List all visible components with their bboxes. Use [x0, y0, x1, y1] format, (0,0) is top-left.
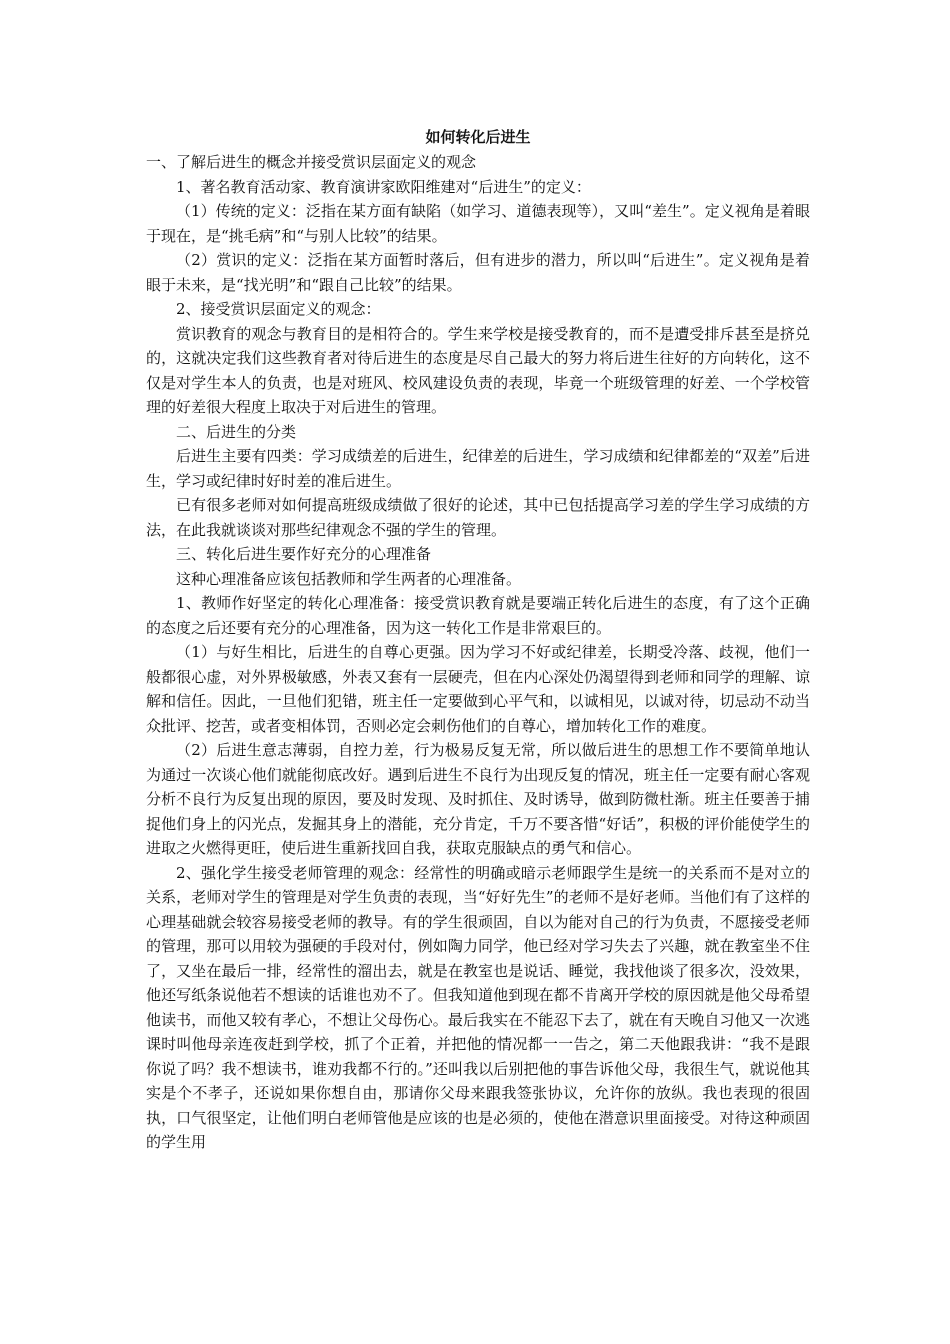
paragraph: 已有很多老师对如何提高班级成绩做了很好的论述，其中已包括提高学习差的学生学习成绩的方法，在此我就谈谈对那些纪律观念不强的学生的管理。 [146, 496, 810, 539]
document-title: 如何转化后进生 [425, 128, 531, 146]
document-body [146, 150, 810, 1155]
section-heading-3: 三、转化后进生要作好充分的心理准备 [176, 545, 432, 563]
paragraph: 1、教师作好坚定的转化心理准备：接受赏识教育就是要端正转化后进生的态度，有了这个正确的态度之后还要有充分的心理准备，因为这一转化工作是非常艰巨的。 [146, 594, 810, 637]
paragraph: 2、强化学生接受老师管理的观念：经常性的明确或暗示老师跟学生是统一的关系而不是对立的关系，老师对学生的管理是对学生负责的表现，当“好好先生”的老师不是好老师。当他们有了这样的心理基础就会较容易接受老师的教导。有的学生很顽固，自以为能对自己的行为负责，不愿接受老师的管理，那可以用较为强硬的手段对付，例如陶力同学，他已经对学习失去了兴趣，就在教室坐不住了，又坐在最后一排，经常性的溜出去，就是在教室也是说话、睡觉，我找他谈了很多次，没效果，他还写纸条说他若不想读的话谁也劝不了。但我知道他到现在都不肯离开学校的原因就是他父母希望他读书，而他又较有孝心，不想让父母伤心。最后我实在不能忍下去了，就在有天晚自习他又一次逃课时叫他母亲连夜赶到学校，抓了个正着，并把他的情况都一一告之，第二天他跟我讲：“我不是跟你说了吗？我不想读书，谁劝我都不行的。”还叫我以后别把他的事告诉他父母，我很生气，就说他其实是个不孝子，还说如果你想自由，那请你父母来跟我签张协议，允许你的放纵。我也表现的很固执，口气很坚定，让他们明白老师管他是应该的也是必须的，使他在潜意识里面接受。对待这种顽固的学生用 [146, 863, 810, 1151]
paragraph: 后进生主要有四类：学习成绩差的后进生，纪律差的后进生，学习成绩和纪律都差的“双差”后进生，学习或纪律时好时差的准后进生。 [146, 447, 810, 490]
paragraph: （2）后进生意志薄弱，自控力差，行为极易反复无常，所以做后进生的思想工作不要简单地认为通过一次谈心他们就能彻底改好。遇到后进生不良行为出现反复的情况，班主任一定要有耐心客观分析不良行为反复出现的原因，要及时发现、及时抓住、及时诱导，做到防微杜渐。班主任要善于捕捉他们身上的闪光点，发掘其身上的潜能，充分肯定，千万不要吝惜“好话”，积极的评价能使学生的进取之火燃得更旺，使后进生重新找回自我，获取克服缺点的勇气和信心。 [146, 741, 810, 857]
section-heading-1: 一、了解后进生的概念并接受赏识层面定义的观念 [146, 153, 477, 171]
paragraph: （1）传统的定义：泛指在某方面有缺陷（如学习、道德表现等），又叫“差生”。定义视角是着眼于现在，是“挑毛病”和“与别人比较”的结果。 [146, 202, 810, 245]
subsection-heading: 2、接受赏识层面定义的观念： [176, 300, 381, 318]
paragraph: 这种心理准备应该包括教师和学生两者的心理准备。 [176, 569, 522, 588]
paragraph: （2）赏识的定义：泛指在某方面暂时落后，但有进步的潜力，所以叫“后进生”。定义视角是着眼于未来，是“找光明”和“跟自己比较”的结果。 [146, 251, 810, 294]
subsection-heading: 1、著名教育活动家、教育演讲家欧阳维建对“后进生”的定义： [176, 177, 591, 196]
paragraph: 赏识教育的观念与教育目的是相符合的。学生来学校是接受教育的，而不是遭受排斥甚至是挤兑的，这就决定我们这些教育者对待后进生的态度是尽自己最大的努力将后进生往好的方向转化，这不仅是对学生本人的负责，也是对班风、校风建设负责的表现，毕竟一个班级管理的好差、一个学校管理的好差很大程度上取决于对后进生的管理。 [146, 324, 810, 416]
paragraph: （1）与好生相比，后进生的自尊心更强。因为学习不好或纪律差，长期受冷落、歧视，他们一般都很心虚，对外界极敏感，外表又套有一层硬壳，但在内心深处仍渴望得到老师和同学的理解、谅解和信任。因此，一旦他们犯错，班主任一定要做到心平气和，以诚相见，以诚对待，切忌动不动当众批评、挖苦，或者变相体罚，否则必定会刺伤他们的自尊心，增加转化工作的难度。 [146, 643, 810, 735]
section-heading-2: 二、后进生的分类 [176, 422, 297, 441]
document-page [146, 122, 810, 1155]
